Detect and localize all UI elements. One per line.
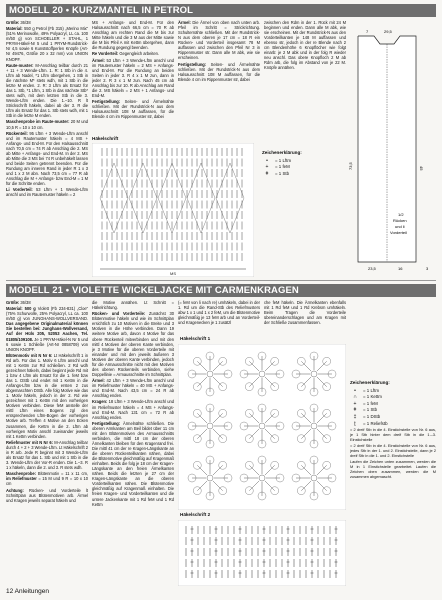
modell-20-crochet-chart — [92, 143, 254, 277]
modell-21-paragraph: Größe: 36/38 — [6, 300, 31, 305]
legend-title: Zeichenerklärung: — [262, 150, 302, 155]
schematic-w3: 45 — [419, 166, 424, 171]
double-crochet-icon: ǂ — [353, 407, 357, 414]
modell-21-paragraph: (= feM von li nach re) umhäkeln, dabei in der 1. Rd um die Rand-Stb des Reliefmusters abw 1 x 1 und 1 x 2 feM, um die Blütenmotive gleichmäßig je 13 feM arb und an Vorderteil- und Kragenecken je 1 zusätzl — [178, 300, 260, 326]
legend-item-stb: ǂ = 1 Stb — [350, 407, 438, 414]
schematic-label-2: Rücken — [393, 218, 407, 223]
modell-21-diagram-1-title: Häkelschrift 1 — [180, 336, 211, 341]
double-crochet-icon: ǂ — [265, 170, 269, 177]
modell-20-paragraph: Raute-muster: M-Anschlag teilbar durch 21 + 11 + 3 Wende-Lftm. 1. R: 1 Stb in die 4. Lftm ab Nadel, *1 Lftm übergehen, 1 Stb in die nächste M* stets wdh, mit 1 Stb in die letzte M enden. 2. R: 3 Lftm als Ersatz für das 1. Stb, *1 Lftm, 1 Stb in das nächste Stb* stets wdh, mit dem letzten Stb in die 3. Wende-Lftm enden. Die 1.–10. R lt Strickschrift häkeln, dabei ab der 3. R die Lftm als Ersatz für das 1. Stb stets wdh, mit 1 Stb in die letzte M enden. — [6, 62, 88, 119]
schematic-d4: 3 — [426, 266, 429, 271]
schematic-w1: 7 — [366, 29, 369, 34]
modell-20-paragraph: Maschenprobe im Raute-muster: 20 M und 10,5 R = 10 x 10 cm. — [6, 119, 88, 130]
section-divider — [6, 280, 436, 281]
modell-20-paragraph: Fertigstellung: Seiten- und Ärmelnähte schließen. Mit der Rundstrick-N aus dem Halsausschnitt 108 M auffassen, für die Blende 4 cm im Rippenmuster str, dabei — [178, 61, 260, 82]
legend-item-stb: ǂ = 1 Stb — [262, 171, 342, 178]
modell-20-paragraph: Rückenteil: 95 Lftm + 3 Wende-Lftm anschl und im Rautemuster häkeln = 4 MS + Anfangs- und End-M. Für den Halsausschnitt nach 70,5 cm = 74 R ab Anschlag die 2. MS ab Mitte + Anfangs- und End-M. In der 2. MS ab Mitte die 3 MS bei 74 R unbehäkelt lassen und beide Seiten getrennt beenden. Für die Rundung am inneren Rand in jeder R 1 x 3 und 1 x 2 M abn. Nach 73,5 cm = 77 R ab Anschlag die M + Anfangs- bzw End-M = 1 M für die Schritte enden. — [6, 130, 88, 187]
modell-21-legend-notes — [350, 428, 436, 588]
modell-20-schematic — [346, 26, 438, 276]
schematic-d2: 16 — [398, 266, 403, 271]
modell-20-paragraph: Fertigstellung: Seiten- und Ärmelnähte schließen. Mit der Rundstrick-N aus dem Halsausschnitt 108 M auffassen, für die Blende 4 cm im Rippenmuster str, dabei — [92, 99, 174, 120]
svg-text:MS: MS — [170, 271, 176, 276]
modell-20-paragraph: Re Vorderteil: Gegengleich arbeiten. — [92, 51, 160, 57]
relief-stitch-icon: ʈ — [354, 420, 356, 427]
modell-20-paragraph: Ärmel: Die Ärmel von oben nach unten arb. Pfeil im Schritt = Strickrichtung. Schulternähte schließen. Mit der Rundstrick-N aus dem oberen je 17 cm = 18 R ein Rücken- und Vorderteil insgesamt 78 M auffassen und zwischen den Pfeil Nr 3 in Rippenmuster str. Dann alle M abk, wie sie erscheinen. — [178, 20, 260, 61]
legend-title: Zeichenerklärung: — [350, 380, 390, 385]
legend-note-3: Laufen die Zeichen unten zusammen, werden die M in 1 Einstichstelle gearbeitet. Laufen die Zeichen oben zusammen, werden die M zusammen abgemascht. — [350, 458, 436, 479]
modell-21-paragraph: Ärmel: 42 Lftm + 3 Wende-Lftm anschl und im Reliefmuster häkeln = 40 MS + Anfangs- und End-M. Nach 43,5 cm = 24 R ab Anschlag enden. — [92, 378, 174, 399]
modell-21-header: MODELL 21 • VIOLETTE WICKELJACKE MIT CARMENKRAGEN — [6, 284, 436, 297]
chain-stitch-icon: • — [354, 387, 356, 394]
modell-21-paragraph: Material: 500 g Violett (Fb 234-831) „Cloe“ (75% Schurwolle, 25% Polyacryl, LL ca. 100 m/50 g) von JUNGHANS-WOLLVERSAND. Das angegebene Originalmaterial können Sie bestellen bei: Junghans-Wollversand, Auf der Hüls 205, 52053 Aachen, Tel. 01805/109108. Je 1 PRYM-Häkel-N Nr 5 und 6 sowie 1 Schließe (Art-Nr 0858709) von UNION KNOPF. — [6, 306, 88, 352]
modell-20-paragraph: Größe: 36/38 — [6, 20, 31, 25]
modell-21-paragraph: die Motive annähen. Lt Schnitt = Häkelrichtung. — [92, 300, 174, 311]
modell-21-paragraph: che feM häkeln. Die Ärmelkanten ebenfalls mit 1 Rd feM und 1 Rd Krebsm umhäkeln. Beim Tragen die Vorderteile übereinanderschlagen und am Kragen mit der Schließe zusammenfassen. — [264, 300, 346, 326]
modell-20-text-col-4 — [264, 20, 346, 132]
modell-20-legend — [262, 150, 342, 177]
modell-21-text-col-4 — [264, 300, 346, 332]
modell-21-paragraph: Maschenprobe: Blütenmotiv = 11 x 11 cm, im Reliefmuster = 15 M und 9 R = 10 x 10 cm — [6, 471, 88, 487]
modell-20-header: MODELL 20 • KURZMANTEL IN PETROL — [6, 4, 436, 17]
modell-20-text-col-1 — [6, 20, 88, 276]
modell-21-paragraph: Fertigstellung: Ärmelnähte schließen. Die oberen Armkanten am Beil bildet über 11 cm mit den Blütenmotiven des Armausschnitts verbinden, die mittl 18 cm der oberen Ärmelkanten bleiben für den Kragenrand frei. Die mittl 41 cm der re Kragen-Längskante an die oberen Rückenteilkanten nähen, dabei die Blütenmotive gleichmäßig auf Kragenmaß einhalten. Beids die folg je 18 cm der Kragen-Längskante an den freien Ärmelkanten nähen. Beids die letzten je 27 cm der Kragen-Längskante an die oberen Vorderteilkanten nähen. Die Blütenmotive gleichmäßig auf Kragenmaß einhalten. Die freien Kragen- und Vorderteilkanten und die untere Jackenkante mit 1 Rd feM und 1 Rd Kettm — [92, 420, 174, 507]
modell-20-paragraph: Li Vorderteil: 53 Lftm + 1 Wende-Lftm anschl und im Rautemuster häkeln = 2 — [6, 187, 88, 198]
schematic-label-4: Vorderteil — [390, 230, 407, 235]
modell-20-diagram-title: Häkelschrift — [92, 136, 119, 141]
legend-note-1: = 2 dreif Stb in die 4. Einstichstelle von Nr. 6 aus, je 1 Stb hinter dem dreif Stb in die 1.–3. Einstichstelle — [350, 428, 436, 442]
schematic-d3: 73,5 — [348, 162, 353, 170]
modell-21-paragraph: Kragen: 18 Lftm + 3 Wende-Lftm anschl und im Reliefmuster häkeln = 4 MS + Anfangs- und End-M. Nach 131 cm = 72 R ab Anschlag enden. — [92, 399, 174, 420]
modell-21-legend — [350, 380, 438, 427]
modell-20-text-col-3 — [178, 20, 260, 132]
modell-21-paragraph: Blütenmotiv mit N Nr 6: Lt Häkelschrift 1 in Rd arb. Für das 1. Motiv 6 Lftm anschl und mit 1 Kettm zur Rd schließen. 2 Rd wdh gezeichnet häkeln, dabei beginnt jede Rd mit 1 bzw 4 Lftm als Ersatz für die 1. feM bzw das 1. DStb und endet mit 1 Kettm in die Anfangs-Lftm bzw in die ersten 2 zus abgemaschten DStb. Alle folg Motive wie das 1. Motiv häkeln, jedoch in der 2. Rd wie gezeichnet mit 1 Kettm mit den vorherigen Motiven verbinden. Diese feM anstelle der mittl Lftm eines Bogens zgl den entsprechenden Lftm-Bogen der vorherigen Motive arb. Treffen 4 Motive an den Ecken zusammen, die Kettm in die 2. Lftm ab vorherigen Motiv anschl zueinander jeweils mit 1 Kettm verbinden. — [6, 352, 88, 439]
legend-item-reliefstb: ʈ = 1 Reliefstb — [350, 421, 438, 428]
schematic-label-3: und li — [395, 224, 405, 229]
legend-item-lftm: • = 1 Lftm — [350, 388, 438, 395]
legend-item-fem: + = 1 feM — [350, 401, 438, 408]
legend-item-lftm: • = 1 Lftm — [262, 158, 342, 165]
page-footer: 12 Anleitungen — [6, 588, 50, 595]
modell-21-text-col-1 — [6, 300, 88, 586]
modell-21-text-col-2 — [92, 300, 174, 586]
slip-stitch-icon: ∩ — [353, 394, 357, 401]
modell-21-paragraph: Achtung: Rücken- und Vorderteile lt Schnittplan aus Blütenmotiven arb. Ärmel und Kragen jeweils separat häkeln und — [6, 487, 88, 503]
legend-item-kettm: ∩ = 1 Kettm — [350, 394, 438, 401]
chain-stitch-icon: • — [266, 157, 268, 164]
single-crochet-icon: + — [353, 400, 357, 407]
modell-20-paragraph: MS + Anfangs- und End-M. Für den Halsausschnitt nach 66,5 cm = 70 R ab Anschlag am rechten Rand die M bis zur Mitte häkeln und die 3 M aus der Mitte sowie die M bis Pfeil A mit Kettm übergehen, dann die Rundung gegengl beenden. — [92, 20, 174, 51]
single-crochet-icon: + — [265, 164, 269, 171]
legend-item-dstb: ‡ = 1 DStb — [350, 414, 438, 421]
modell-21-relief-chart — [178, 520, 346, 586]
modell-20-paragraph: Material: 550 g Petrol (Fb 315) „Merino Mix“ (51% Merinowolle, 49% Polyacryl, LL ca. 100 m/50 g) von SCHOELLER + STAHL, 1 PRYM-Häkel-Nr 5 und 1 PRYM-Rundstrick-Nr 4,5 sowie 6 Kunststoffperlen Knöpfe (Art-Nr 49476, Größe 20 x 32 mm) von UNION KNOPF. — [6, 26, 88, 62]
modell-21-paragraph: Rücken- und Vorderteile: Zunächst 30 Blütenmotive häkeln und wie im Schnittplan ersichtlich zu 10 Motiven in die Breite und 3 Motiven in die Höhe verbinden. Dann 19 weitere Motive arb, davon 4 Motive für das obere Rückenteil mitverbinden und mit den mittl 4 Motiven der oberen Kante verbinden, je 3 Motive für die oberen Vorderteile mit einander und mit den jeweils äußeren 3 Motiven der oberen Kante verbinden, jedoch für die Armausschnitte nicht mit den Motiven des oberen Rückenteils verbinden, siehe Doppellinie = Armausschnitte im Schnittplan. — [92, 311, 174, 377]
legend-note-2: = 2 dreif Stb in die 4. Einstichstelle von Nr. 6 aus, jedes Stb in der 1. und 2. Einstichstelle, dann je 2 dreif Stb in die 1. und 2. Einstichstelle — [350, 442, 436, 458]
triple-crochet-icon: ‡ — [353, 413, 357, 420]
legend-item-fem: + = 1 feM — [262, 164, 342, 171]
modell-20-paragraph: zwischen den Rdm in der 1. Rück mit 24 M beginnen und enden. Dann alle M abk, wie sie erscheinen. Mit der Rundstrick-N aus den Vorderteilkanten je 148 M auffassen und ebenso str, jedoch in der re Blende nach 2 cm Blendenhöhe 6 Knopflöcher wie folgt einarb: je 2 M abk und in der folg R wieder neu anschl. Das obere Knopfloch 2 M ab Rdm arb, die folg im Abstand von je 22 M. Knöpfe annähen. — [264, 20, 346, 71]
modell-21-paragraph: Reliefmuster mit N Nr 6: M-Anschlag teilbar durch 4 + 2 + 3 Wende-Lftm. Lt Häkelschrift 2 in R arb. Jede R beginnt mit 3 Wende-Lftm als Ersatz für das 1. Stb und mit 1 Stb in die 3. Wende-Lftm der Vor-R enden. Die 1.–3. R 1 x häkeln, dann die 2. und 3. R stets wdh. — [6, 439, 88, 471]
schematic-d1: 23,5 — [368, 266, 376, 271]
modell-21-motif-chart — [178, 344, 346, 510]
schematic-label-1: 1/2 — [398, 212, 404, 217]
modell-20-text-col-2 — [92, 20, 174, 132]
modell-21-text-col-3 — [178, 300, 260, 332]
modell-20-paragraph: Ärmel: 53 Lftm + 3 Wende-Lftm anschl und im Rautemuster häkeln = 2 MS + Anfangs- und End-M. Für die Rundung an beiden Seiten in jeder 3. R 4 x 1 M zun, dann in jeder 2. R 3 x 1 M zun. Nach 45 cm ab Anschlag bis zur 10. R ab Anschlag am Rand die 2. MS häkeln = 2 MS + 1 Anfangs- und End-M. — [92, 57, 174, 99]
modell-21-diagram-2-title: Häkelschrift 2 — [180, 512, 211, 517]
schematic-w2: 29,5 — [384, 29, 392, 34]
